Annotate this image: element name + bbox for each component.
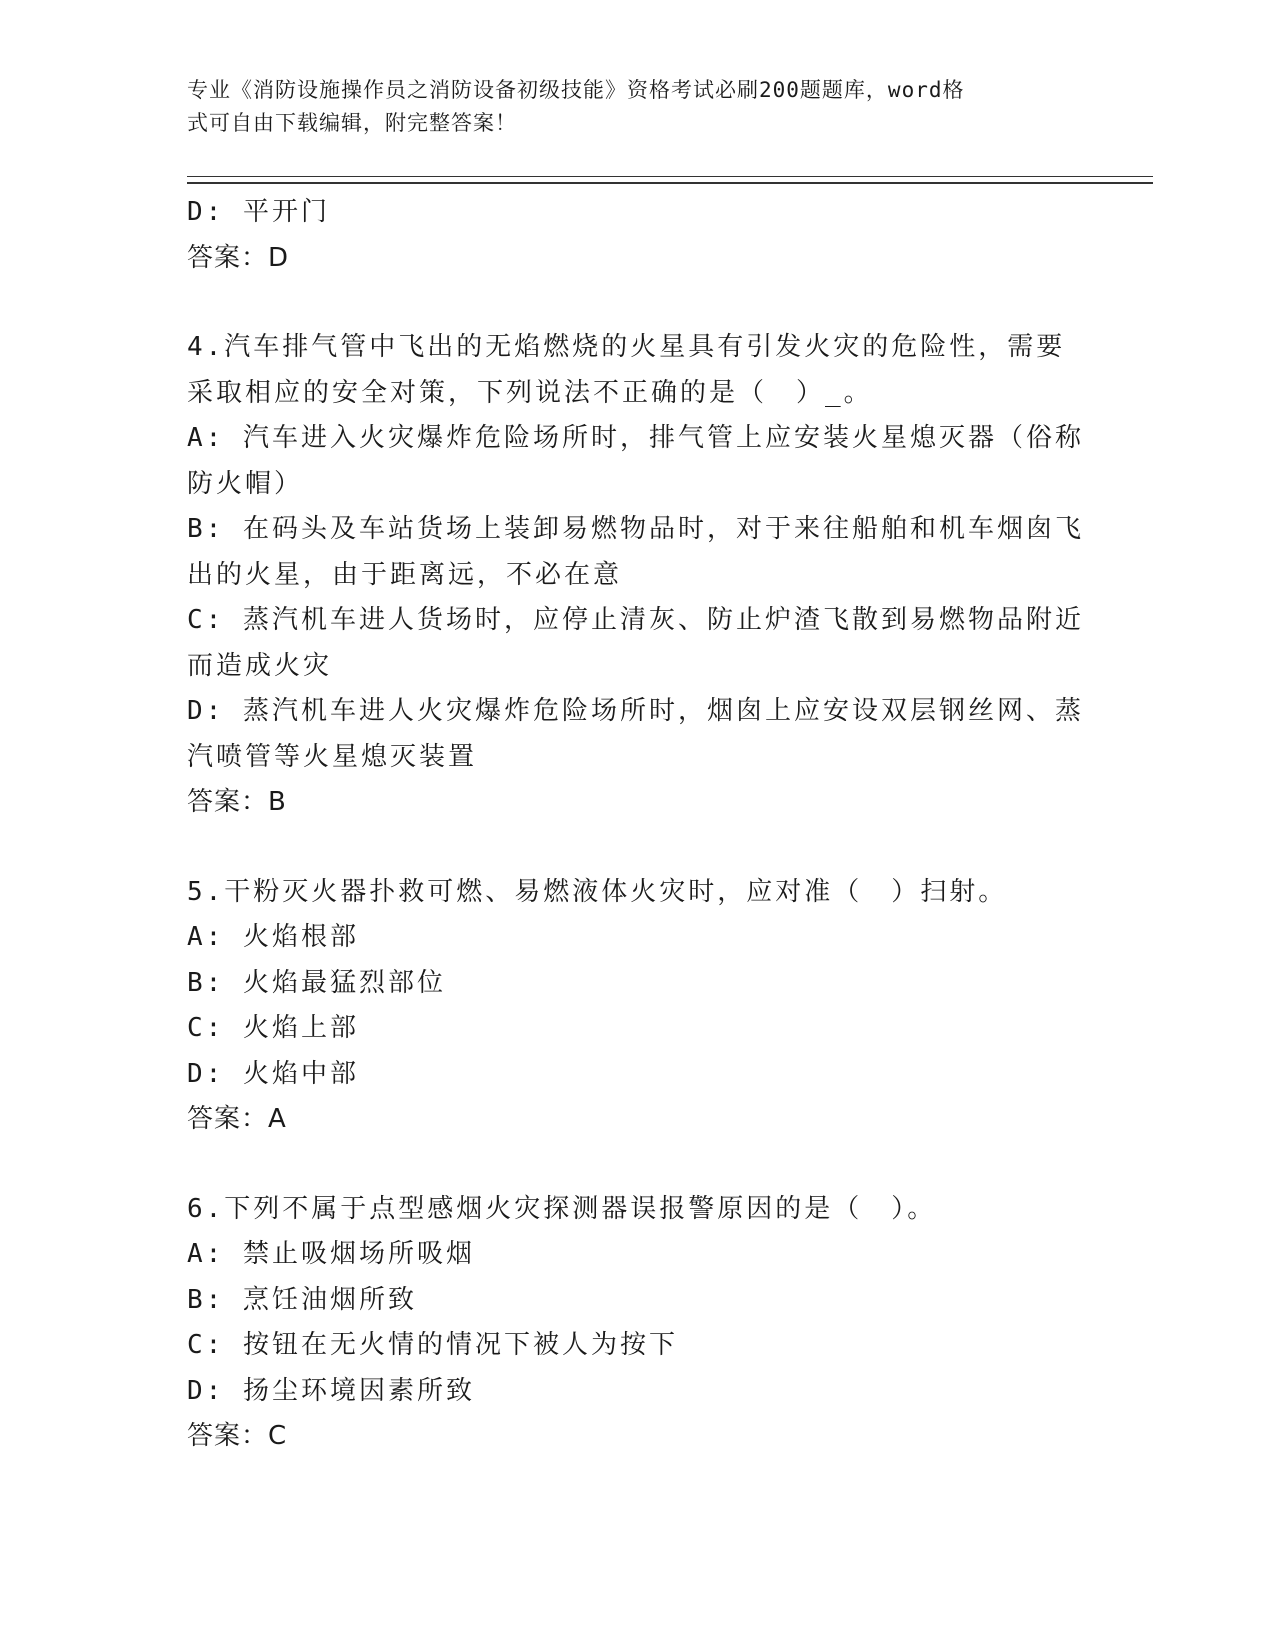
question-stem-line: 6.下列不属于点型感烟火灾探测器误报警原因的是（ ）。 [187, 1193, 937, 1224]
question-5 [187, 870, 1087, 1143]
option-a: A: 火焰根部 [187, 922, 359, 952]
header-line-2: 式可自由下载编辑，附完整答案！ [187, 111, 517, 135]
option-d: D: 火焰中部 [187, 1058, 359, 1089]
option-d-continued: 汽喷管等火星熄灭装置 [187, 741, 478, 772]
question-stem-line: 4.汽车排气管中飞出的无焰燃烧的火星具有引发火灾的危险性，需要 [187, 332, 1066, 362]
answer-line: 答案：C [187, 1421, 288, 1451]
header-line-1: 专业《消防设施操作员之消防设备初级技能》资格考试必刷200题题库，word格 [187, 78, 965, 102]
previous-question-tail [187, 190, 1087, 281]
document-body [187, 190, 1087, 1460]
option-c-continued: 而造成火灾 [187, 650, 333, 681]
question-4 [187, 325, 1087, 826]
question-stem-line: 采取相应的安全对策，下列说法不正确的是（ ）_。 [187, 377, 873, 408]
page-header [187, 74, 1067, 140]
question-stem-line: 5.干粉灭火器扑救可燃、易燃液体火灾时，应对准（ ）扫射。 [187, 876, 1008, 907]
option-a: A: 禁止吸烟场所吸烟 [187, 1239, 475, 1269]
option-b: B: 在码头及车站货场上装卸易燃物品时，对于来往船舶和机车烟囱飞 [187, 514, 1084, 544]
option-c: C: 火焰上部 [187, 1013, 359, 1043]
question-6 [187, 1187, 1087, 1460]
header-rule-thin [187, 176, 1153, 177]
answer-line: 答案：D [187, 242, 290, 273]
option-a: A: 汽车进入火灾爆炸危险场所时，排气管上应安装火星熄灭器（俗称 [187, 423, 1084, 453]
option-d: D: 平开门 [187, 197, 330, 227]
answer-line: 答案：A [187, 1104, 287, 1134]
option-a-continued: 防火帽） [187, 468, 304, 499]
option-d: D: 蒸汽机车进人火灾爆炸危险场所时，烟囱上应安设双层钢丝网、蒸 [187, 696, 1084, 726]
option-c: C: 按钮在无火情的情况下被人为按下 [187, 1330, 678, 1360]
option-b-continued: 出的火星，由于距离远，不必在意 [187, 559, 623, 590]
option-b: B: 烹饪油烟所致 [187, 1284, 417, 1315]
answer-line: 答案：B [187, 787, 287, 817]
option-b: B: 火焰最猛烈部位 [187, 967, 446, 998]
option-c: C: 蒸汽机车进人货场时，应停止清灰、防止炉渣飞散到易燃物品附近 [187, 605, 1084, 635]
header-rule-thick [187, 182, 1153, 184]
option-d: D: 扬尘环境因素所致 [187, 1375, 475, 1406]
